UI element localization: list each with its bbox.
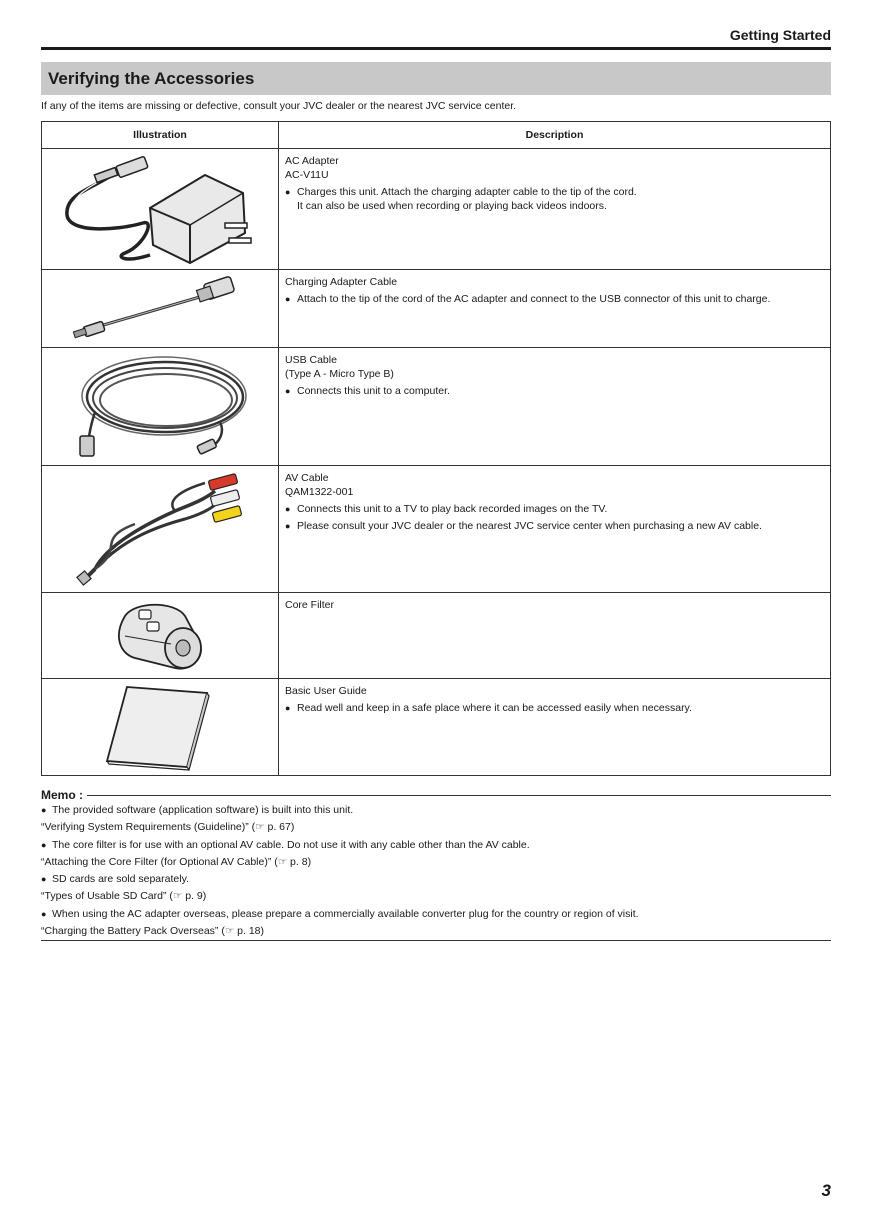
memo-link[interactable]: “Types of Usable SD Card” (☞ p. 9)	[41, 890, 207, 903]
usb-cable-icon	[70, 352, 250, 462]
list-item: ● Read well and keep in a safe place where it can be accessed easily when necessary.	[285, 701, 824, 715]
ac-adapter-icon	[55, 153, 265, 265]
list-item: ● Connects this unit to a computer.	[285, 384, 824, 398]
core-filter-icon	[105, 596, 215, 676]
list-item: ● Please consult your JVC dealer or the nearest JVC service center when purchasing a new AV cable.	[285, 519, 824, 533]
item-model: QAM1322-001	[285, 486, 354, 498]
intro-text: If any of the items are missing or defective, consult your JVC dealer or the nearest JVC service center.	[41, 100, 517, 112]
item-name: AV Cable	[285, 472, 329, 484]
memo-item: ● The core filter is for use with an optional AV cable. Do not use it with any cable other than the AV cable.	[41, 837, 831, 854]
bullet-text: Charges this unit. Attach the charging adapter cable to the tip of the cord.	[297, 186, 637, 198]
memo-link[interactable]: “Attaching the Core Filter (for Optional AV Cable)” (☞ p. 8)	[41, 855, 312, 868]
memo-bottom-rule	[41, 940, 831, 941]
item-name: Basic User Guide	[285, 685, 367, 697]
illustration-cell	[42, 466, 279, 593]
user-guide-icon	[105, 683, 215, 771]
list-item: ● Attach to the tip of the cord of the AC adapter and connect to the USB connector of this unit to charge.	[285, 292, 824, 306]
description-cell	[279, 348, 831, 466]
illustration-cell	[42, 348, 279, 466]
table-header-row	[42, 122, 831, 149]
av-cable-icon	[65, 469, 255, 589]
section-title: Verifying the Accessories	[41, 62, 831, 95]
illustration-cell	[42, 270, 279, 348]
memo-title: Memo :	[41, 788, 83, 802]
item-name: USB Cable	[285, 354, 337, 366]
list-item: ● Connects this unit to a TV to play back recorded images on the TV.	[285, 502, 824, 516]
item-model: AC-V11U	[285, 169, 329, 181]
memo-item: ● The provided software (application software) is built into this unit.	[41, 802, 831, 819]
memo-link[interactable]: “Verifying System Requirements (Guideline)” (☞ p. 67)	[41, 821, 295, 834]
table-row	[42, 679, 831, 776]
running-header: Getting Started	[729, 27, 831, 43]
illustration-cell	[42, 593, 279, 679]
description-cell	[279, 466, 831, 593]
charging-cable-icon	[70, 274, 250, 344]
illustration-cell	[42, 149, 279, 270]
description-cell	[279, 270, 831, 348]
memo-item: ● When using the AC adapter overseas, please prepare a commercially available converter plug for the country or region of visit.	[41, 906, 831, 923]
memo-rule	[87, 795, 831, 796]
description-cell	[279, 149, 831, 270]
illustration-cell	[42, 679, 279, 776]
table-row	[42, 149, 831, 270]
accessories-table	[41, 121, 831, 776]
column-header-illustration: Illustration	[42, 122, 279, 149]
table-row	[42, 270, 831, 348]
table-row	[42, 348, 831, 466]
item-model: (Type A - Micro Type B)	[285, 368, 394, 380]
item-name: Charging Adapter Cable	[285, 276, 398, 288]
item-name: Core Filter	[285, 599, 335, 611]
table-row	[42, 593, 831, 679]
description-cell	[279, 679, 831, 776]
list-item	[285, 185, 824, 213]
bullet-subtext: It can also be used when recording or playing back videos indoors.	[297, 200, 607, 212]
memo-item: ● SD cards are sold separately.	[41, 871, 831, 888]
page-number: 3	[821, 1181, 831, 1200]
memo-box	[41, 788, 831, 941]
memo-link[interactable]: “Charging the Battery Pack Overseas” (☞ p. 18)	[41, 925, 265, 938]
description-cell	[279, 593, 831, 679]
item-name: AC Adapter	[285, 155, 339, 167]
column-header-description: Description	[279, 122, 831, 149]
header-rule	[41, 47, 831, 50]
table-row	[42, 466, 831, 593]
